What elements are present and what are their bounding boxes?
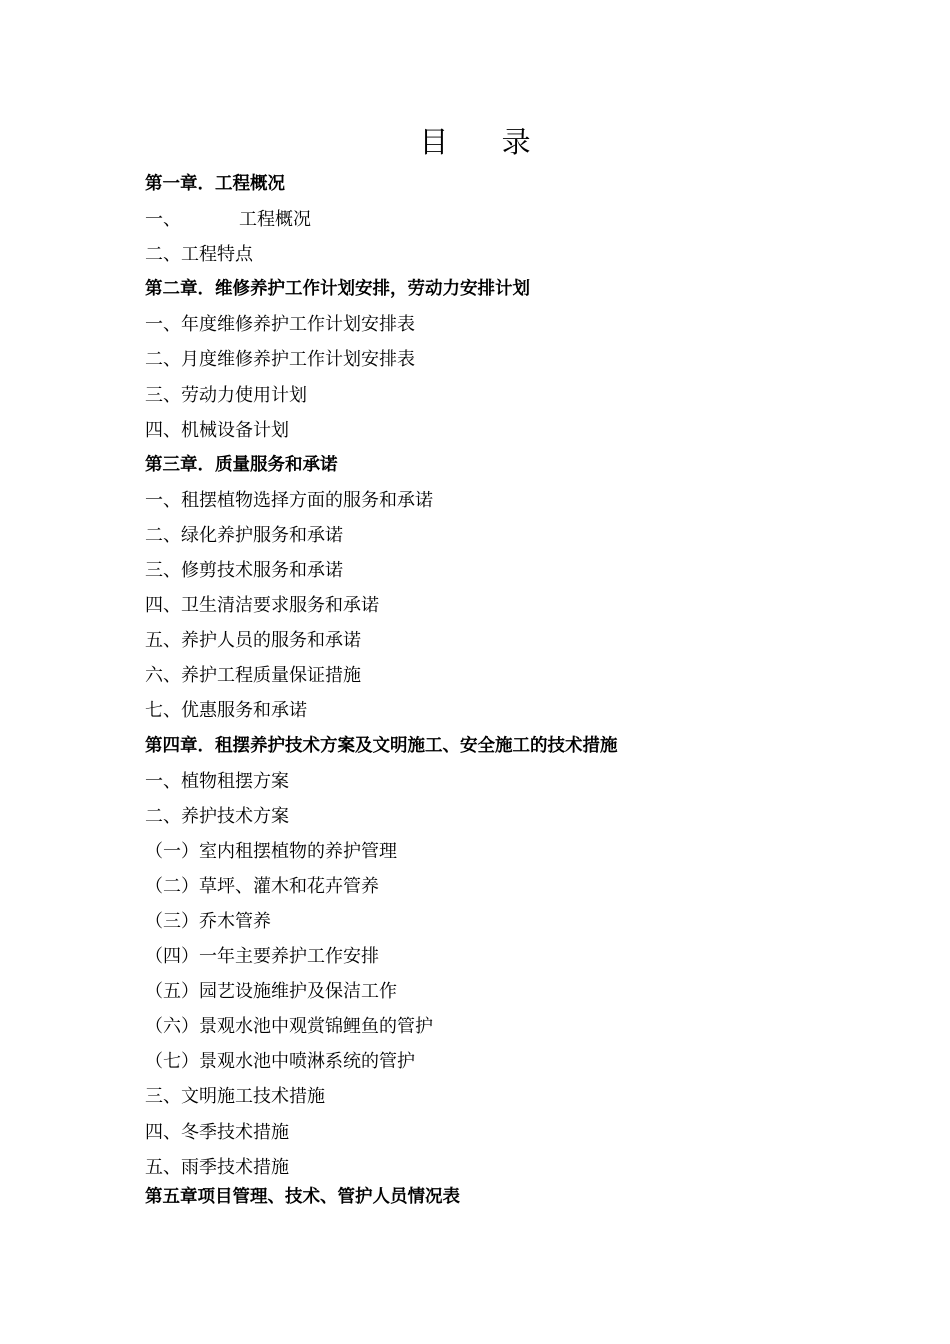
toc-section-1-1[interactable] bbox=[145, 203, 845, 238]
toc-section-1-2[interactable]: 二、工程特点 bbox=[145, 244, 253, 266]
toc-section-label: 工程概况 bbox=[239, 209, 311, 231]
toc-section-2-2[interactable]: 二、月度维修养护工作计划安排表 bbox=[145, 349, 415, 371]
toc-section-prefix: 一、 bbox=[145, 209, 181, 231]
toc-section-2-3[interactable]: 三、劳动力使用计划 bbox=[145, 384, 307, 406]
toc-section-3-2[interactable]: 二、绿化养护服务和承诺 bbox=[145, 524, 343, 546]
toc-section-3-3[interactable]: 三、修剪技术服务和承诺 bbox=[145, 560, 343, 582]
toc-subsection-4-2-4[interactable]: （四）一年主要养护工作安排 bbox=[145, 946, 379, 968]
toc-section-3-1[interactable]: 一、租摆植物选择方面的服务和承诺 bbox=[145, 489, 433, 511]
toc-subsection-4-2-7[interactable]: （七）景观水池中喷淋系统的管护 bbox=[145, 1051, 415, 1073]
toc-chapter-2[interactable]: 第二章．维修养护工作计划安排，劳动力安排计划 bbox=[145, 279, 530, 300]
toc-subsection-4-2-3[interactable]: （三）乔木管养 bbox=[145, 910, 271, 932]
toc-section-4-4[interactable]: 四、冬季技术措施 bbox=[145, 1121, 289, 1143]
table-of-contents bbox=[145, 168, 845, 1216]
toc-section-3-6[interactable]: 六、养护工程质量保证措施 bbox=[145, 665, 361, 687]
toc-subsection-4-2-2[interactable]: （二）草坪、灌木和花卉管养 bbox=[145, 875, 379, 897]
toc-chapter-5[interactable]: 第五章项目管理、技术、管护人员情况表 bbox=[145, 1186, 460, 1207]
toc-chapter-3[interactable]: 第三章．质量服务和承诺 bbox=[145, 454, 338, 475]
toc-subsection-4-2-1[interactable]: （一）室内租摆植物的养护管理 bbox=[145, 840, 397, 862]
toc-section-4-3[interactable]: 三、文明施工技术措施 bbox=[145, 1086, 325, 1108]
toc-chapter-4[interactable]: 第四章．租摆养护技术方案及文明施工、安全施工的技术措施 bbox=[145, 735, 618, 756]
toc-section-3-4[interactable]: 四、卫生清洁要求服务和承诺 bbox=[145, 595, 379, 617]
toc-section-2-4[interactable]: 四、机械设备计划 bbox=[145, 419, 289, 441]
toc-section-3-7[interactable]: 七、优惠服务和承诺 bbox=[145, 700, 307, 722]
toc-section-3-5[interactable]: 五、养护人员的服务和承诺 bbox=[145, 630, 361, 652]
toc-subsection-4-2-5[interactable]: （五）园艺设施维护及保洁工作 bbox=[145, 981, 397, 1003]
toc-subsection-4-2-6[interactable]: （六）景观水池中观赏锦鲤鱼的管护 bbox=[145, 1016, 433, 1038]
toc-chapter-1[interactable]: 第一章．工程概况 bbox=[145, 174, 285, 194]
toc-section-4-1[interactable]: 一、植物租摆方案 bbox=[145, 770, 289, 792]
toc-section-2-1[interactable]: 一、年度维修养护工作计划安排表 bbox=[145, 314, 415, 336]
toc-section-4-5[interactable]: 五、雨季技术措施 bbox=[145, 1156, 289, 1178]
toc-title: 目 录 bbox=[419, 125, 553, 159]
toc-section-4-2[interactable]: 二、养护技术方案 bbox=[145, 805, 289, 827]
